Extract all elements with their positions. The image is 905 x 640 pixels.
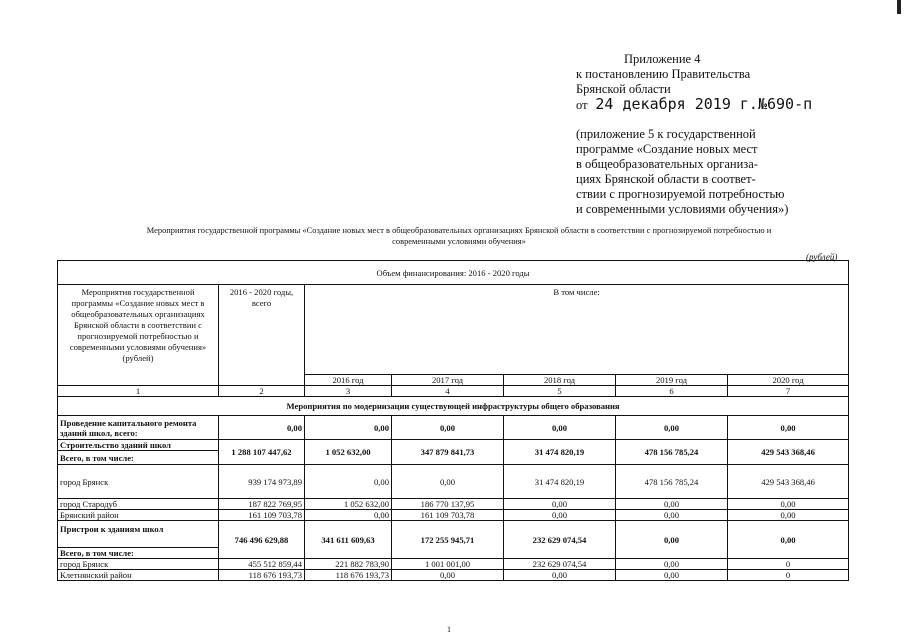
section-title: Мероприятия по модернизации существующей инфраструктуры общего образования bbox=[58, 397, 849, 416]
appendix-line-2: к постановлению Правительства bbox=[576, 67, 751, 81]
table-row bbox=[58, 465, 849, 499]
column-number: 7 bbox=[728, 386, 849, 397]
column-number: 5 bbox=[504, 386, 616, 397]
row-total: 118 676 193,73 bbox=[219, 570, 305, 581]
row-value: 341 611 609,63 bbox=[305, 521, 392, 559]
year-header: 2017 год bbox=[392, 375, 504, 386]
row-value: 0,00 bbox=[616, 521, 728, 559]
program-reference bbox=[576, 127, 812, 217]
program-ref-line: и современными условиями обучения») bbox=[576, 202, 789, 216]
appendix-title: Приложение 4 bbox=[624, 52, 701, 66]
year-header: 2018 год bbox=[504, 375, 616, 386]
column-header-row bbox=[58, 285, 849, 375]
row-value: 0,00 bbox=[616, 416, 728, 440]
table-row bbox=[58, 440, 849, 451]
table-row bbox=[58, 499, 849, 510]
year-header: 2019 год bbox=[616, 375, 728, 386]
row-value: 0,00 bbox=[305, 510, 392, 521]
table-row bbox=[58, 416, 849, 440]
date-label: от bbox=[576, 98, 588, 112]
row-label: Строительство зданий школ bbox=[58, 440, 219, 451]
row-total: 455 512 859,44 bbox=[219, 559, 305, 570]
year-header: 2016 год bbox=[305, 375, 392, 386]
row-value: 0,00 bbox=[305, 416, 392, 440]
row-value: 0,00 bbox=[616, 570, 728, 581]
row-value: 0,00 bbox=[616, 499, 728, 510]
row-value: 0,00 bbox=[392, 465, 504, 499]
row-value: 0,00 bbox=[728, 499, 849, 510]
row-label: город Стародуб bbox=[58, 499, 219, 510]
column-number: 6 bbox=[616, 386, 728, 397]
resolution-number: №690-п bbox=[757, 95, 813, 113]
row-value: 221 882 783,90 bbox=[305, 559, 392, 570]
program-ref-line: циях Брянской области в соответ- bbox=[576, 172, 756, 186]
row-value: 1 052 632,00 bbox=[305, 440, 392, 465]
document-title bbox=[66, 225, 852, 247]
column-number-row bbox=[58, 386, 849, 397]
col-header-including: В том числе: bbox=[305, 285, 849, 375]
document-title-line-2: современными условиями обучения» bbox=[392, 236, 526, 246]
col-header-activity: Мероприятия государственной программы «Создание новых мест в общеобразовательных организациях Брянской области в соответствии с прогнозируемой потребностью и современными условиями обучения» (рублей) bbox=[58, 285, 219, 386]
row-value: 1 052 632,00 bbox=[305, 499, 392, 510]
program-ref-line: (приложение 5 к государственной bbox=[576, 127, 756, 141]
column-number: 1 bbox=[58, 386, 219, 397]
program-ref-line: ствии с прогнозируемой потребностью bbox=[576, 187, 785, 201]
column-number: 3 bbox=[305, 386, 392, 397]
row-value: 186 770 137,95 bbox=[392, 499, 504, 510]
funding-header-row bbox=[58, 261, 849, 285]
row-total: 939 174 973,89 bbox=[219, 465, 305, 499]
row-value: 0,00 bbox=[392, 570, 504, 581]
row-total: 161 109 703,78 bbox=[219, 510, 305, 521]
row-value: 0,00 bbox=[504, 510, 616, 521]
row-value: 31 474 820,19 bbox=[504, 440, 616, 465]
row-value: 347 879 841,73 bbox=[392, 440, 504, 465]
row-value: 0,00 bbox=[504, 499, 616, 510]
row-label: город Брянск bbox=[58, 465, 219, 499]
column-number: 2 bbox=[219, 386, 305, 397]
row-value: 161 109 703,78 bbox=[392, 510, 504, 521]
row-sublabel: Всего, в том числе: bbox=[58, 548, 219, 559]
row-total: 187 822 769,95 bbox=[219, 499, 305, 510]
funding-table bbox=[57, 260, 849, 581]
row-value: 172 255 945,71 bbox=[392, 521, 504, 559]
row-value: 0,00 bbox=[616, 510, 728, 521]
table-row bbox=[58, 510, 849, 521]
row-value: 0,00 bbox=[504, 570, 616, 581]
row-sublabel: Всего, в том числе: bbox=[58, 451, 219, 465]
row-value: 0,00 bbox=[504, 416, 616, 440]
appendix-line-3: Брянской области bbox=[576, 82, 671, 96]
row-value: 0,00 bbox=[728, 521, 849, 559]
row-value: 0,00 bbox=[728, 510, 849, 521]
row-value: 478 156 785,24 bbox=[616, 440, 728, 465]
row-total: 1 288 107 447,62 bbox=[219, 440, 305, 465]
row-value: 232 629 074,54 bbox=[504, 559, 616, 570]
row-value: 0 bbox=[728, 559, 849, 570]
column-number: 4 bbox=[392, 386, 504, 397]
row-value: 0,00 bbox=[728, 416, 849, 440]
table-row bbox=[58, 521, 849, 548]
table-row bbox=[58, 570, 849, 581]
appendix-date bbox=[576, 97, 812, 113]
row-total: 0,00 bbox=[219, 416, 305, 440]
row-value: 429 543 368,46 bbox=[728, 440, 849, 465]
col-header-total: 2016 - 2020 годы, всего bbox=[219, 285, 305, 386]
program-ref-line: программе «Создание новых мест bbox=[576, 142, 758, 156]
funding-header: Объем финансирования: 2016 - 2020 годы bbox=[58, 261, 849, 285]
date-value: 24 декабря 2019 г. bbox=[595, 95, 758, 113]
margin-mark bbox=[897, 0, 901, 14]
row-value: 0,00 bbox=[616, 559, 728, 570]
row-label: Брянский район bbox=[58, 510, 219, 521]
row-label: Пристрои к зданиям школ bbox=[58, 521, 219, 548]
row-value: 0,00 bbox=[392, 416, 504, 440]
row-value: 232 629 074,54 bbox=[504, 521, 616, 559]
table-row bbox=[58, 559, 849, 570]
row-value: 31 474 820,19 bbox=[504, 465, 616, 499]
row-label: Проведение капитального ремонта зданий школ, всего: bbox=[58, 416, 219, 440]
row-value: 1 001 001,00 bbox=[392, 559, 504, 570]
row-value: 429 543 368,46 bbox=[728, 465, 849, 499]
row-value: 118 676 193,73 bbox=[305, 570, 392, 581]
row-label: Клетнянский район bbox=[58, 570, 219, 581]
row-total: 746 496 629,88 bbox=[219, 521, 305, 559]
page-number: 1 bbox=[447, 625, 451, 634]
row-value: 0,00 bbox=[305, 465, 392, 499]
program-ref-line: в общеобразовательных организа- bbox=[576, 157, 758, 171]
year-header: 2020 год bbox=[728, 375, 849, 386]
document-title-line-1: Мероприятия государственной программы «Создание новых мест в общеобразовательных организациях Брянской области в соответствии с прогнозируемой потребностью и bbox=[146, 225, 772, 235]
row-label: город Брянск bbox=[58, 559, 219, 570]
row-value: 0 bbox=[728, 570, 849, 581]
appendix-block bbox=[576, 52, 812, 217]
unit-label: (рублей) bbox=[806, 252, 838, 262]
section-row bbox=[58, 397, 849, 416]
row-value: 478 156 785,24 bbox=[616, 465, 728, 499]
